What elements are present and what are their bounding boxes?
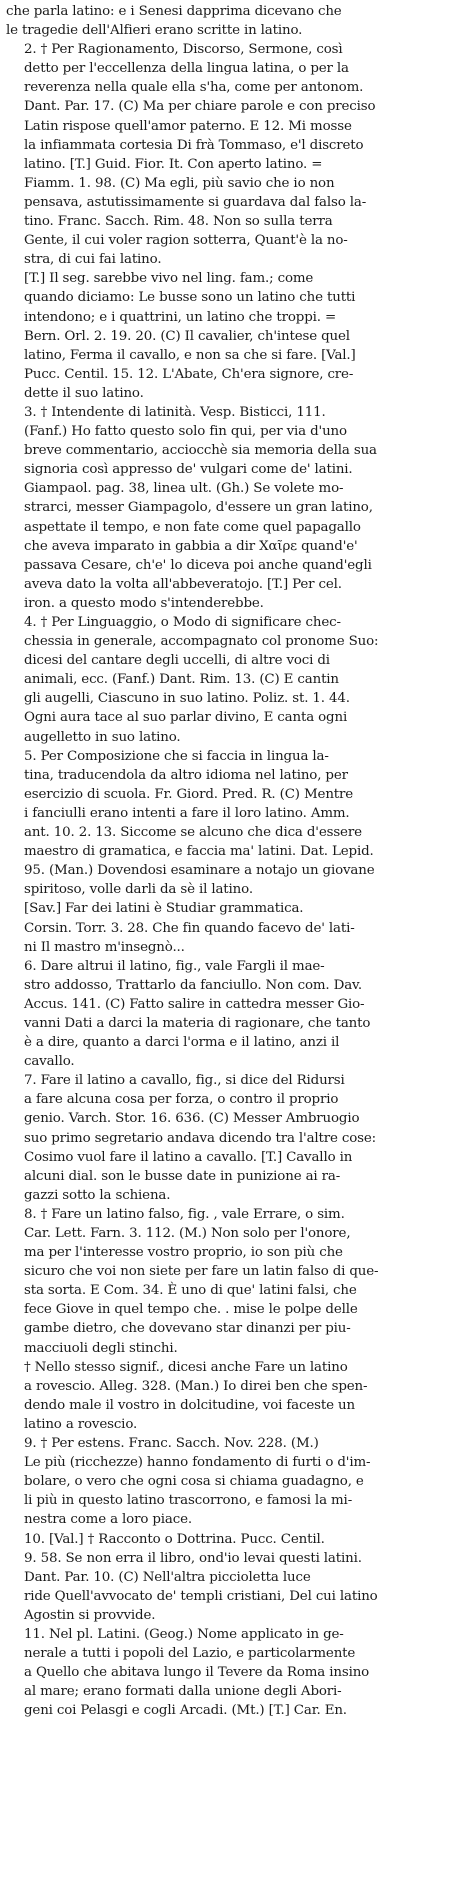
text-line: le tragedie dell'Alfieri erano scritte in latino. (6, 23, 303, 39)
text-line: latino a rovescio. (24, 1416, 138, 1432)
entry-paragraph-intro (6, 2, 464, 40)
text-line: nerale a tutti i popoli del Lazio, e particolarmente (24, 1646, 356, 1662)
text-line: Fiamm. 1. 98. (C) Ma egli, più savio che io non (24, 175, 335, 191)
text-line: ma per l'interesse vostro proprio, io son più che (24, 1245, 343, 1261)
text-line: gli augelli, Ciascuno in suo latino. Poliz. st. 1. 44. (24, 691, 350, 707)
text-line: sicuro che voi non siete per fare un latin falso di que- (24, 1264, 379, 1280)
entry-paragraph-2 (6, 40, 464, 269)
text-line: maestro di gramatica, e faccia ma' latini. Dat. Lepid. (24, 844, 374, 860)
text-line: dendo male il vostro in dolcitudine, voi faceste un (24, 1397, 355, 1413)
text-line: spiritoso, volle darli da sè il latino. (24, 882, 253, 898)
text-line: a fare alcuna cosa per forza, o contro il proprio (24, 1092, 339, 1108)
entry-paragraph-4 (6, 613, 464, 747)
text-line: intendono; e i quattrini, un latino che troppi. = (24, 309, 337, 325)
text-line: che aveva imparato in gabbia a dir Χαῖρε quand'e' (24, 538, 358, 554)
text-line: è a dire, quanto a darci l'orma e il latino, anzi il (24, 1035, 340, 1051)
text-line: 3. † Intendente di latinità. Vesp. Bisticci, 111. (24, 404, 326, 420)
text-line: macciuoli degli stinchi. (24, 1340, 178, 1356)
text-line: 9. † Per estens. Franc. Sacch. Nov. 228. (M.) (24, 1436, 319, 1452)
text-line: che parla latino: e i Senesi dapprima dicevano che (6, 4, 342, 19)
entry-paragraph-6 (6, 957, 464, 1072)
text-line: 10. [Val.] † Racconto o Dottrina. Pucc. Centil. (24, 1531, 325, 1547)
text-line: a Quello che abitava lungo il Tevere da Roma insino (24, 1665, 370, 1681)
text-line: 2. † Per Ragionamento, Discorso, Sermone, così (24, 42, 343, 58)
text-line: al mare; erano formati dalla unione degli Abori- (24, 1684, 342, 1700)
text-line: suo primo segretario andava dicendo tra l'altre cose: (24, 1130, 377, 1146)
dictionary-page (6, 2, 464, 1720)
text-line: [Sav.] Far dei latini è Studiar grammatica. (24, 901, 304, 917)
text-line: i fanciulli erano intenti a fare il loro latino. Amm. (24, 805, 350, 821)
text-line: 11. Nel pl. Latini. (Geog.) Nome applicato in ge- (24, 1626, 344, 1642)
text-line: la infiammata cortesia Di frà Tommaso, e'l discreto (24, 137, 364, 153)
text-line: 4. † Per Linguaggio, o Modo di significare chec- (24, 615, 341, 630)
text-line: a rovescio. Alleg. 328. (Man.) Io direi ben che spen- (24, 1378, 368, 1394)
text-line: Gente, il cui voler ragion sotterra, Quant'è la no- (24, 233, 348, 249)
text-line: geni coi Pelasgi e cogli Arcadi. (Mt.) [T.] Car. En. (24, 1703, 347, 1719)
text-line: bolare, o vero che ogni cosa si chiama guadagno, e (24, 1474, 364, 1490)
text-line: Le più (ricchezze) hanno fondamento di furti o d'im- (24, 1455, 371, 1471)
text-line: (Fanf.) Ho fatto questo solo fin qui, per via d'uno (24, 424, 347, 440)
text-line: latino, Ferma il cavallo, e non sa che si fare. [Val.] (24, 347, 356, 363)
text-line: ni Il mastro m'insegnò... (24, 939, 185, 955)
entry-paragraph-5 (6, 747, 464, 900)
text-line: signoria così appresso de' vulgari come de' latini. (24, 462, 353, 478)
text-line: quando diciamo: Le busse sono un latino che tutti (24, 290, 356, 306)
text-line: dette il suo latino. (24, 385, 144, 401)
text-line: tino. Franc. Sacch. Rim. 48. Non so sulla terra (24, 214, 333, 230)
text-line: nestra come a loro piace. (24, 1512, 192, 1528)
text-line: dicesi del cantare degli uccelli, di altre voci di (24, 653, 330, 669)
text-line: ant. 10. 2. 13. Siccome se alcuno che dica d'essere (24, 825, 362, 841)
text-line: tina, traducendola da altro idioma nel latino, per (24, 767, 348, 783)
text-line: passava Cesare, ch'e' lo diceva poi anche quand'egli (24, 557, 372, 573)
entry-paragraph-7 (6, 1071, 464, 1205)
text-line: 95. (Man.) Dovendosi esaminare a notajo un giovane (24, 863, 375, 879)
text-line: iron. a questo modo s'intenderebbe. (24, 595, 264, 611)
entry-paragraph-10b (6, 1568, 464, 1625)
text-line: animali, ecc. (Fanf.) Dant. Rim. 13. (C) E cantin (24, 672, 339, 688)
text-line: gambe dietro, che dovevano star dinanzi per piu- (24, 1321, 351, 1337)
text-line: chessia in generale, accompagnato col pronome Suo: (24, 634, 379, 650)
text-line: breve commentario, acciocchè sia memoria della sua (24, 443, 377, 459)
text-line: ride Quell'avvocato de' templi cristiani, Del cui latino (24, 1588, 378, 1604)
text-line: 8. † Fare un latino falso, fig. , vale Errare, o sim. (24, 1206, 345, 1222)
text-line: sta sorta. E Com. 34. È uno di que' latini falsi, che (24, 1283, 357, 1299)
entry-paragraph-5b (6, 899, 464, 956)
entry-paragraph-9 (6, 1434, 464, 1529)
text-line: stro addosso, Trattarlo da fanciullo. Non com. Dav. (24, 977, 362, 993)
text-line: 6. Dare altrui il latino, fig., vale Fargli il mae- (24, 958, 325, 974)
text-line: vanni Dati a darci la materia di ragionare, che tanto (24, 1015, 371, 1031)
text-line: 9. 58. Se non erra il libro, ond'io levai questi latini. (24, 1550, 362, 1566)
entry-paragraph-8b (6, 1358, 464, 1434)
text-line: † Nello stesso signif., dicesi anche Fare un latino (24, 1359, 348, 1375)
entry-paragraph-3 (6, 403, 464, 613)
text-line: aspettate il tempo, e non fate come quel papagallo (24, 519, 361, 535)
text-line: Bern. Orl. 2. 19. 20. (C) Il cavalier, ch'intese quel (24, 328, 350, 344)
text-line: Giampaol. pag. 38, linea ult. (Gh.) Se volete mo- (24, 481, 344, 497)
text-line: Car. Lett. Farn. 3. 112. (M.) Non solo per l'onore, (24, 1226, 351, 1241)
text-line: Accus. 141. (C) Fatto salire in cattedra messer Gio- (24, 996, 365, 1012)
text-line: 5. Per Composizione che si faccia in lingua la- (24, 748, 329, 764)
text-line: Cosimo vuol fare il latino a cavallo. [T.] Cavallo in (24, 1149, 353, 1165)
text-line: genio. Varch. Stor. 16. 636. (C) Messer Ambruogio (24, 1111, 360, 1127)
text-line: Pucc. Centil. 15. 12. L'Abate, Ch'era signore, cre- (24, 366, 354, 382)
entry-paragraph-11 (6, 1625, 464, 1720)
text-line: Ogni aura tace al suo parlar divino, E canta ogni (24, 710, 348, 726)
text-line: 7. Fare il latino a cavallo, fig., si dice del Ridursi (24, 1073, 345, 1089)
entry-paragraph-10 (6, 1530, 464, 1568)
text-line: aveva dato la volta all'abbeveratojo. [T.] Per cel. (24, 576, 342, 592)
text-line: fece Giove in quel tempo che. . mise le polpe delle (24, 1302, 358, 1318)
text-line: Dant. Par. 17. (C) Ma per chiare parole e con preciso (24, 99, 376, 115)
text-line: Corsin. Torr. 3. 28. Che fin quando facevo de' lati- (24, 920, 355, 936)
text-line: strarci, messer Giampagolo, d'essere un gran latino, (24, 500, 373, 516)
entry-paragraph-8 (6, 1205, 464, 1358)
text-line: alcuni dial. son le busse date in punizione ai ra- (24, 1168, 341, 1184)
text-line: stra, di cui fai latino. (24, 252, 162, 268)
entry-paragraph-2b (6, 269, 464, 403)
text-line: reverenza nella quale ella s'ha, come per antonom. (24, 80, 364, 96)
text-line: gazzi sotto la schiena. (24, 1187, 171, 1203)
text-line: cavallo. (24, 1054, 75, 1070)
text-line: [T.] Il seg. sarebbe vivo nel ling. fam.; come (24, 271, 314, 287)
text-line: li più in questo latino trascorrono, e famosi la mi- (24, 1493, 353, 1509)
text-line: augelletto in suo latino. (24, 729, 181, 745)
text-line: Agostin si provvide. (24, 1607, 156, 1623)
text-line: Latin rispose quell'amor paterno. E 12. Mi mosse (24, 118, 352, 134)
text-line: Dant. Par. 10. (C) Nell'altra piccioletta luce (24, 1569, 311, 1585)
text-line: latino. [T.] Guid. Fior. It. Con aperto latino. = (24, 156, 323, 172)
text-line: pensava, astutissimamente si guardava dal falso la- (24, 194, 367, 210)
text-line: detto per l'eccellenza della lingua latina, o per la (24, 61, 349, 77)
text-line: esercizio di scuola. Fr. Giord. Pred. R. (C) Mentre (24, 786, 354, 802)
